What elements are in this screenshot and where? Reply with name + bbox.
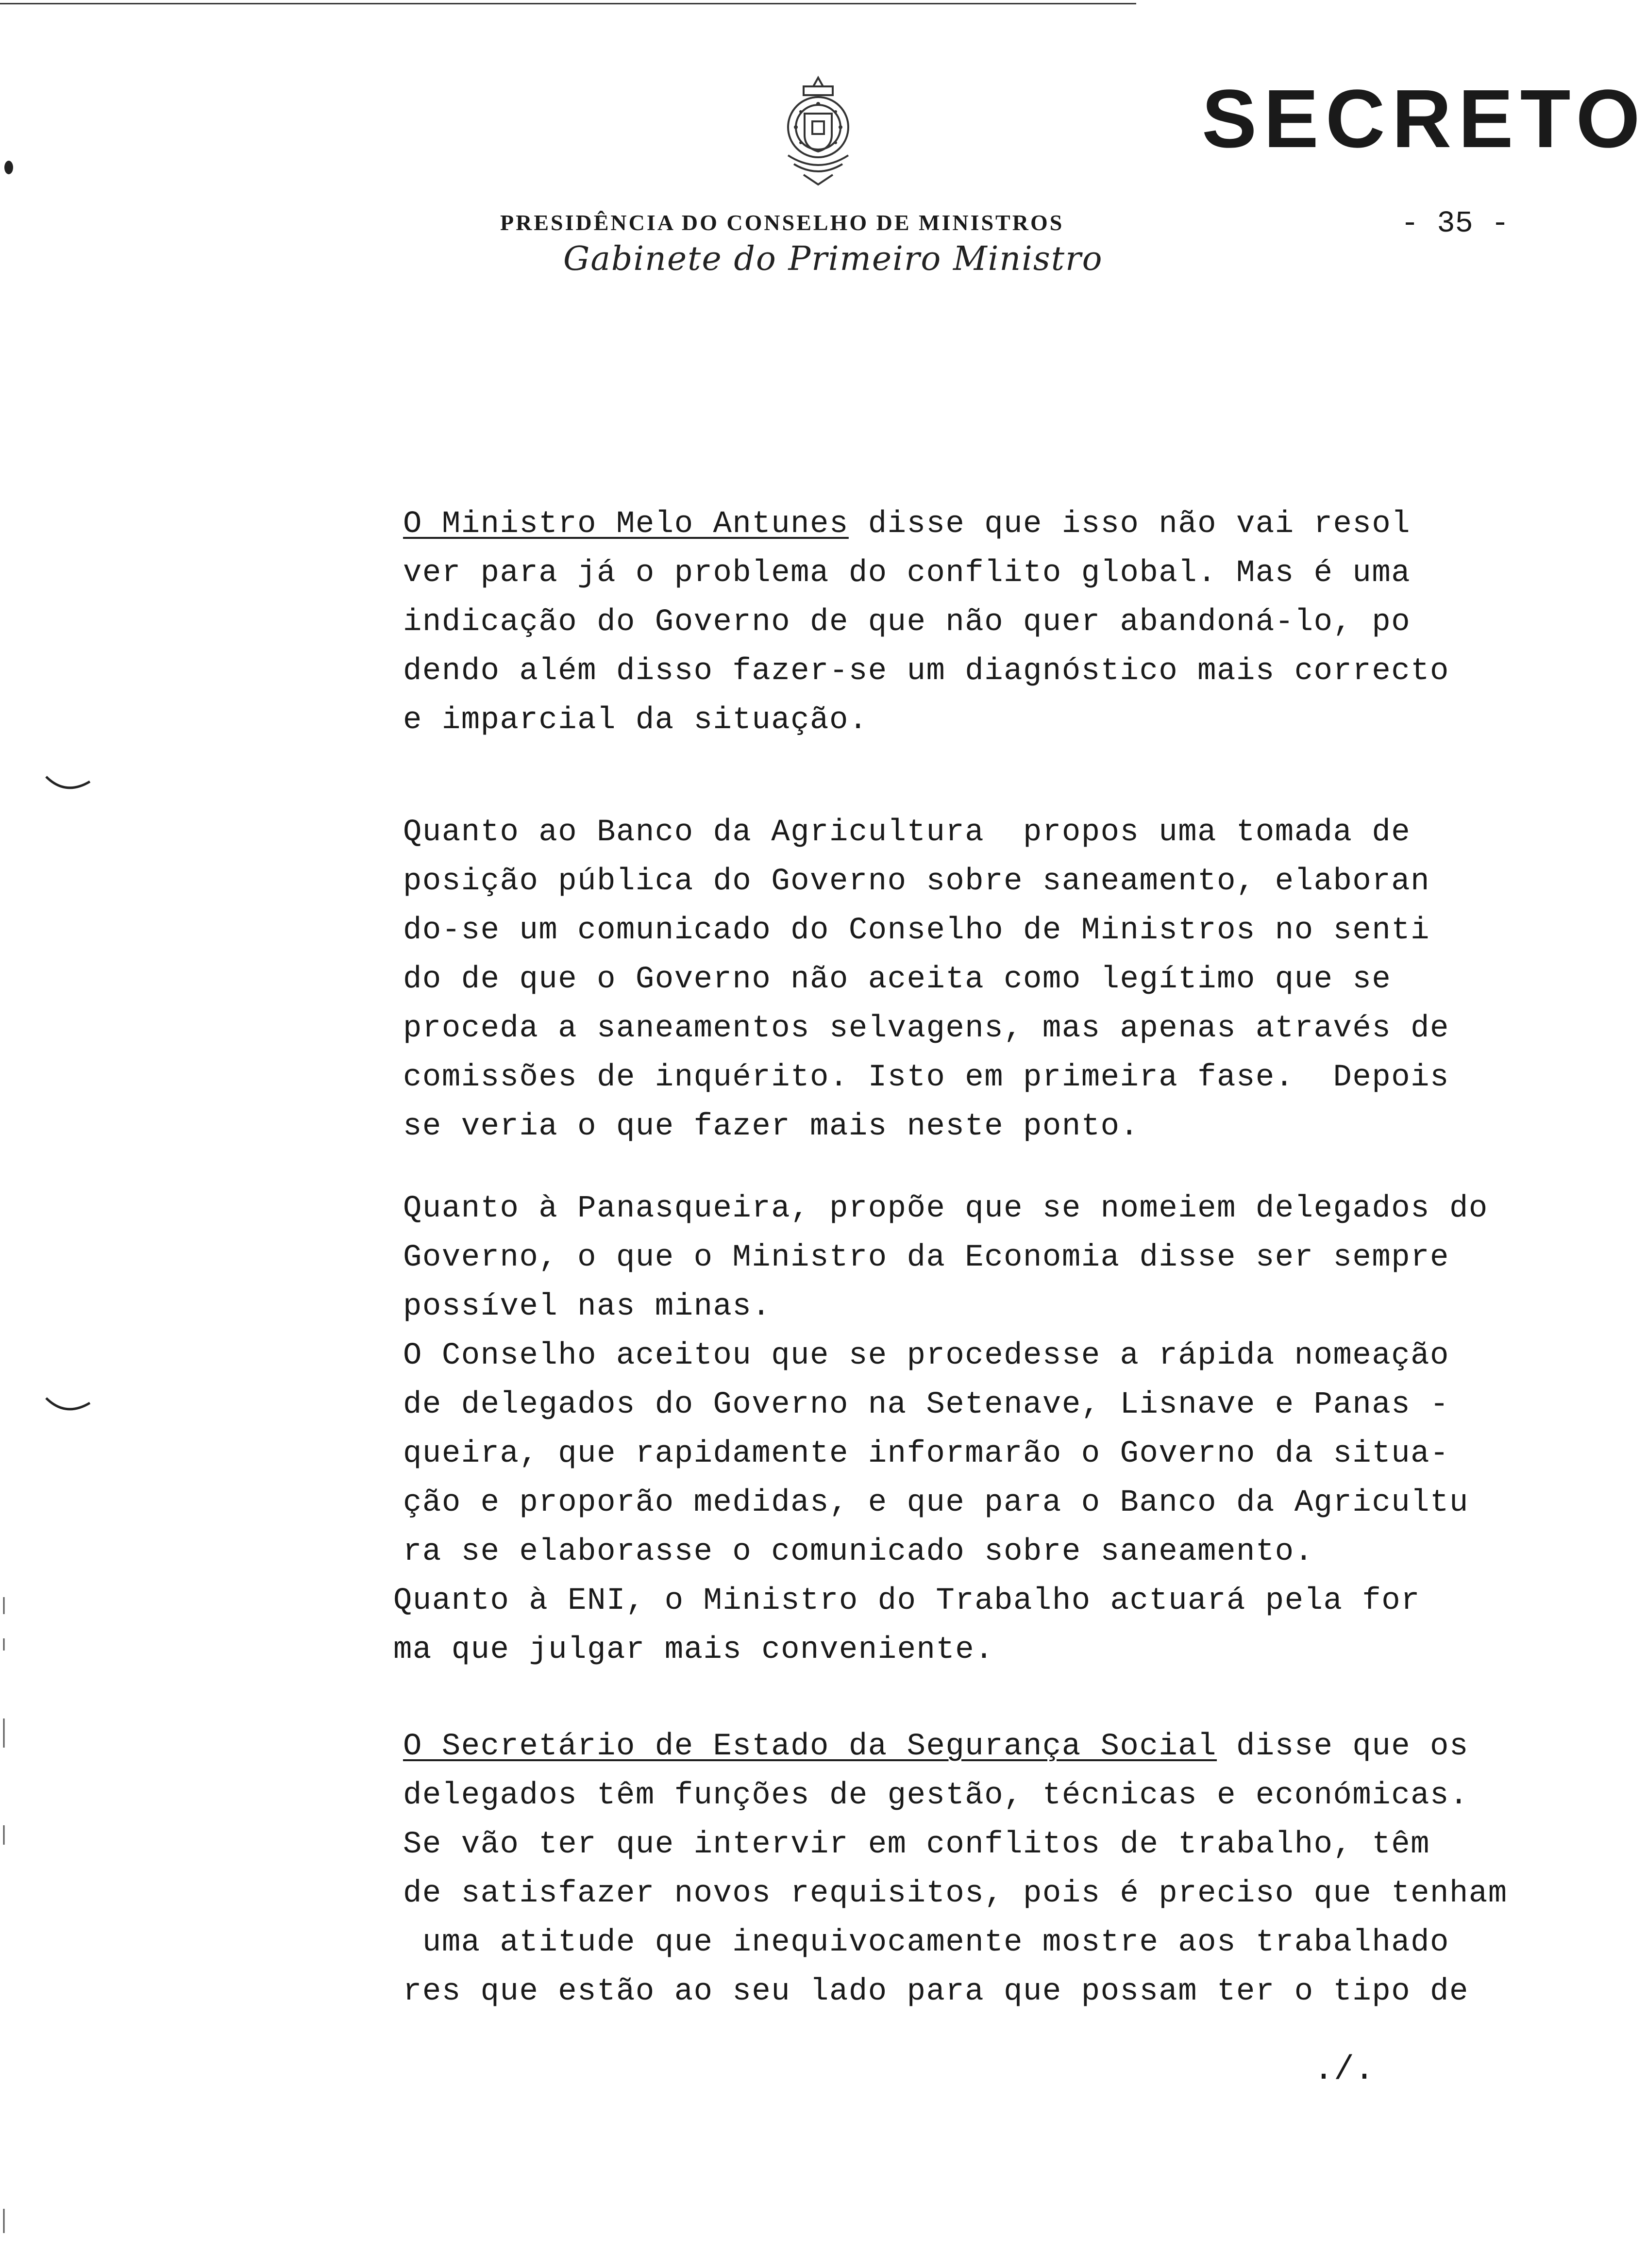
- text-line: do de que o Governo não aceita como legítimo que se: [403, 962, 1392, 997]
- paragraph-melo-antunes: [403, 500, 1500, 745]
- text-line: e imparcial da situação.: [403, 703, 868, 738]
- text-line: Quanto à Panasqueira, propõe que se nomeiem delegados do: [403, 1191, 1488, 1226]
- text-line: possível nas minas.: [403, 1289, 772, 1324]
- speaker-name: O Ministro Melo Antunes: [403, 507, 849, 542]
- text-line: ver para já o problema do conflito global. Mas é uma: [403, 556, 1411, 591]
- text-line: delegados têm funções de gestão, técnicas e económicas.: [403, 1778, 1469, 1813]
- text-line: O Conselho aceitou que se procedesse a rápida nomeação: [403, 1338, 1449, 1373]
- text-line: de delegados do Governo na Setenave, Lisnave e Panas -: [403, 1387, 1449, 1422]
- office-heading: PRESIDÊNCIA DO CONSELHO DE MINISTROS: [500, 210, 1064, 235]
- text-line: res que estão ao seu lado para que possam ter o tipo de: [403, 1974, 1469, 2009]
- text-line: O Ministro Melo Antunes disse que isso não vai resol: [403, 507, 1411, 542]
- text-line: uma atitude que inequivocamente mostre aos trabalhado: [403, 1925, 1449, 1960]
- text-line: queira, que rapidamente informarão o Governo da situa-: [403, 1436, 1449, 1471]
- text-line: ra se elaborasse o comunicado sobre saneamento.: [403, 1534, 1314, 1569]
- text-line: de satisfazer novos requisitos, pois é preciso que tenham: [403, 1876, 1508, 1911]
- text-line: dendo além disso fazer-se um diagnóstico mais correcto: [403, 654, 1449, 689]
- text-line: O Secretário de Estado da Segurança Social disse que os: [403, 1729, 1469, 1764]
- paragraph-panasqueira: [393, 1184, 1500, 1675]
- text-line: posição pública do Governo sobre saneamento, elaboran: [403, 864, 1430, 899]
- coat-of-arms-icon: [765, 73, 872, 189]
- paragraph-banco-agricultura: [403, 808, 1500, 1151]
- punch-hole-mark: [46, 1398, 90, 1409]
- text-line: ma que julgar mais conveniente.: [393, 1633, 994, 1668]
- text-line: Quanto ao Banco da Agricultura propos uma tomada de: [403, 815, 1411, 850]
- punch-hole-mark: [46, 777, 90, 788]
- text-line: do-se um comunicado do Conselho de Ministros no senti: [403, 913, 1430, 948]
- continuation-mark: ./.: [1313, 2051, 1375, 2089]
- speaker-name: O Secretário de Estado da Segurança Social: [403, 1729, 1217, 1764]
- handwritten-subtitle: Gabinete do Primeiro Ministro: [563, 240, 1103, 278]
- text-line: indicação do Governo de que não quer abandoná-lo, po: [403, 605, 1411, 640]
- paragraph-seguranca-social: [403, 1722, 1508, 2017]
- text-line: Governo, o que o Ministro da Economia disse ser sempre: [403, 1240, 1449, 1275]
- text-line: proceda a saneamentos selvagens, mas apenas através de: [403, 1011, 1449, 1046]
- text-line: comissões de inquérito. Isto em primeira fase. Depois: [403, 1060, 1449, 1095]
- text-line: Quanto à ENI, o Ministro do Trabalho actuará pela for: [393, 1584, 1421, 1618]
- text-line: ção e proporão medidas, e que para o Banco da Agricultu: [403, 1485, 1469, 1520]
- page-number: - 35 -: [1401, 206, 1510, 241]
- speck-mark: [4, 161, 13, 174]
- text-line: se veria o que fazer mais neste ponto.: [403, 1109, 1140, 1144]
- top-border-line: [0, 3, 1136, 4]
- text-line: Se vão ter que intervir em conflitos de trabalho, têm: [403, 1827, 1430, 1862]
- classification-stamp: SECRETO: [1202, 73, 1647, 165]
